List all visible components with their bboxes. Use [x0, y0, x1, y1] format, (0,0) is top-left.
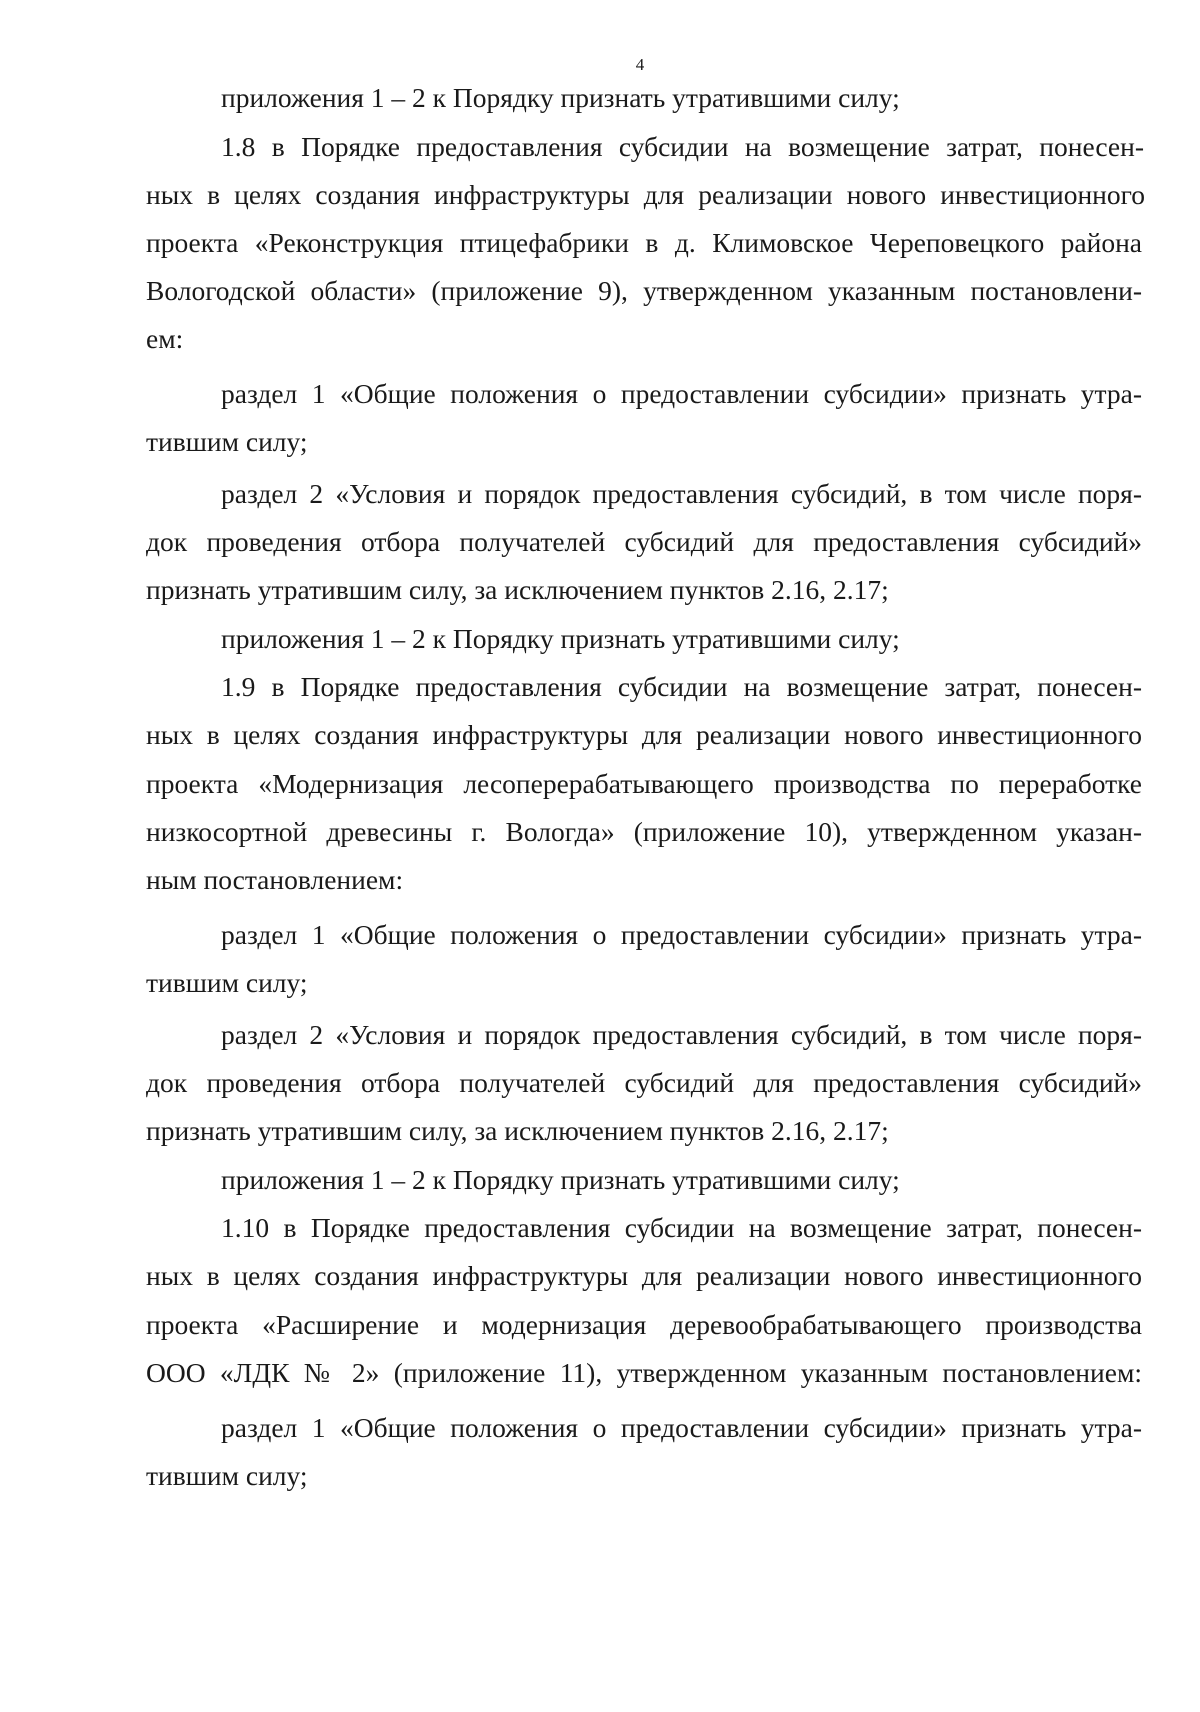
text-line: ных в целях создания инфраструктуры для реализации нового инвестиционного	[146, 719, 1142, 750]
text-line: раздел 1 «Общие положения о предоставлении субсидии» признать утра-	[221, 378, 1142, 409]
page-number: 4	[635, 55, 645, 74]
text-line: тившим силу;	[146, 967, 308, 998]
text-line: 1.10 в Порядке предоставления субсидии на возмещение затрат, понесен-	[221, 1212, 1142, 1243]
text-line: приложения 1 – 2 к Порядку признать утратившими силу;	[221, 623, 900, 654]
text-line: ных в целях создания инфраструктуры для реализации нового инвестиционного	[146, 179, 1145, 210]
text-line: признать утратившим силу, за исключением пунктов 2.16, 2.17;	[146, 574, 889, 605]
text-line: док проведения отбора получателей субсидий для предоставления субсидий»	[146, 1067, 1142, 1098]
text-line: проекта «Модернизация лесоперерабатывающего производства по переработке	[146, 768, 1142, 799]
text-line: приложения 1 – 2 к Порядку признать утратившими силу;	[221, 1164, 900, 1195]
text-line: док проведения отбора получателей субсидий для предоставления субсидий»	[146, 526, 1142, 557]
text-line: 1.8 в Порядке предоставления субсидии на возмещение затрат, понесен-	[221, 131, 1144, 162]
text-line: Вологодской области» (приложение 9), утвержденном указанным постановлени-	[146, 275, 1142, 306]
text-line: признать утратившим силу, за исключением пунктов 2.16, 2.17;	[146, 1115, 889, 1146]
text-line: ООО «ЛДК № 2» (приложение 11), утвержденном указанным постановлением:	[146, 1357, 1142, 1388]
text-line: раздел 1 «Общие положения о предоставлении субсидии» признать утра-	[221, 919, 1142, 950]
text-line: 1.9 в Порядке предоставления субсидии на возмещение затрат, понесен-	[221, 671, 1142, 702]
text-line: низкосортной древесины г. Вологда» (приложение 10), утвержденном указан-	[146, 816, 1142, 847]
text-line: ным постановлением:	[146, 864, 404, 895]
text-line: проекта «Реконструкция птицефабрики в д. Климовское Череповецкого района	[146, 227, 1142, 258]
text-line: ных в целях создания инфраструктуры для реализации нового инвестиционного	[146, 1260, 1142, 1291]
text-line: тившим силу;	[146, 1460, 308, 1491]
text-line: раздел 2 «Условия и порядок предоставления субсидий, в том числе поря-	[221, 1019, 1142, 1050]
text-line: приложения 1 – 2 к Порядку признать утратившими силу;	[221, 82, 900, 113]
text-line: раздел 2 «Условия и порядок предоставления субсидий, в том числе поря-	[221, 478, 1142, 509]
text-line: ем:	[146, 323, 184, 354]
text-line: проекта «Расширение и модернизация деревообрабатывающего производства	[146, 1309, 1142, 1340]
text-line: раздел 1 «Общие положения о предоставлении субсидии» признать утра-	[221, 1412, 1142, 1443]
text-line: тившим силу;	[146, 426, 308, 457]
